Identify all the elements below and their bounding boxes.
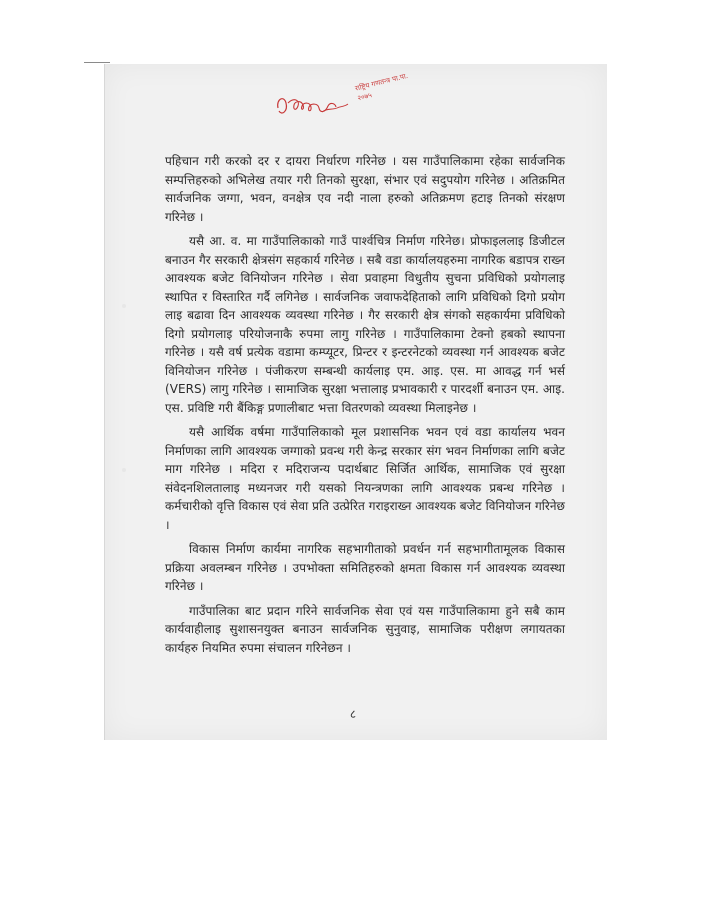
page-number: ८ — [349, 707, 357, 721]
paragraph-4: विकास निर्माण कार्यमा नागरिक सहभागीताको प्रवर्धन गर्न सहभागीतामूलक विकास प्रक्रिया अवलम्बन गरिनेछ । उपभोक्ता समितिहरुको क्षमता विकास गर्न आवश्यक व्यवस्था गरिनेछ । — [165, 542, 565, 593]
signature-icon — [272, 90, 352, 124]
paragraph-2: यसै आ. व. मा गाउँपालिकाको गाउँ पार्श्वचित्र निर्माण गरिनेछ। प्रोफाइललाइ डिजीटल बनाउन गैर सरकारी क्षेत्रसंग सहकार्य गरिनेछ । सबै वडा कार्यालयहरुमा नागरिक बडापत्र राख्न आवश्यक बजेट विनियोजन गरिनेछ । सेवा प्रवाहमा विधुतीय सुचना प्रविधिको प्रयोगलाइ स्थापित र विस्तारित गर्दै लगिनेछ । सार्वजनिक जवाफदेहिताको लागि प्रविधिको दिगो प्रयोग लाइ बढावा दिन आवश्यक व्यवस्था गरिनेछ । गैर सरकारी क्षेत्र संगको सहकार्यमा प्रविधिको दिगो प्रयोगलाइ परियोजनाकै रुपमा लागु गरिनेछ । गाउँपालिकामा टेक्नो हबको स्थापना गरिनेछ । यसै वर्ष प्रत्येक वडामा कम्प्यूटर, प्रिन्टर र इन्टरनेटको व्यवस्था गर्न आवश्यक बजेट विनियोजन गरिनेछ । पंजीकरण सम्बन्धी कार्यलाइ एम. आइ. एस. मा आवद्ध गर्न भर्स (VERS) लागु गरिनेछ । सामाजिक सुरक्षा भत्तालाइ प्रभावकारी र पारदर्शी बनाउन एम. आइ. एस. प्रविष्टि गरी बैंकिङ्ग प्रणालीबाट भत्ता वितरणको व्यवस्था मिलाइनेछ । — [165, 234, 565, 415]
punch-hole-bottom — [122, 468, 126, 472]
paragraph-5: गाउँपालिका बाट प्रदान गरिने सार्वजनिक सेवा एवं यस गाउँपालिकामा हुने सबै काम कार्यवाहीलाइ सुशासनयुक्त बनाउन सार्वजनिक सुनुवाइ, सामाजिक परीक्षण लगायतका कार्यहरु नियमित रुपमा संचालन गरिनेछन । — [165, 603, 565, 655]
page-edge — [104, 64, 105, 740]
stamp-line-1: राष्ट्रिय गणतन्त्र पा.पा. — [354, 71, 409, 93]
stamp-line-2: २०७५ — [356, 91, 373, 103]
official-stamp — [272, 71, 430, 130]
paragraph-3: यसै आर्थिक वर्षमा गाउँपालिकाको मूल प्रशासनिक भवन एवं वडा कार्यालय भवन निर्माणका लागि आवश्यक जग्गाको प्रवन्ध गरी केन्द्र सरकार संग भवन निर्माणका लागि बजेट माग गरिनेछ । मदिरा र मदिराजन्य पदार्थबाट सिर्जित आर्थिक, सामाजिक एवं सुरक्षा संवेदनशिलतालाइ मध्यनजर गरी यसको नियन्त्रणका लागि आवश्यक प्रबन्ध गरिनेछ । कर्मचारीको वृत्ति विकास एवं सेवा प्रति उत्प्रेरित गराइराख्न आवश्यक बजेट विनियोजन गरिनेछ । — [165, 425, 565, 532]
top-left-rule — [84, 62, 110, 63]
punch-hole-top — [122, 304, 126, 308]
document-body — [165, 152, 565, 663]
paragraph-1: पहिचान गरी करको दर र दायरा निर्धारण गरिनेछ । यस गाउँपालिकामा रहेका सार्वजनिक सम्पत्तिहरुको अभिलेख तयार गरी तिनको सुरक्षा, संभार एवं सदुपयोग गरिनेछ । अतिक्रमित सार्वजनिक जग्गा, भवन, वनक्षेत्र एव नदी नाला हरुको अतिक्रमण हटाइ तिनको संरक्षण गरिनेछ । — [165, 154, 565, 224]
